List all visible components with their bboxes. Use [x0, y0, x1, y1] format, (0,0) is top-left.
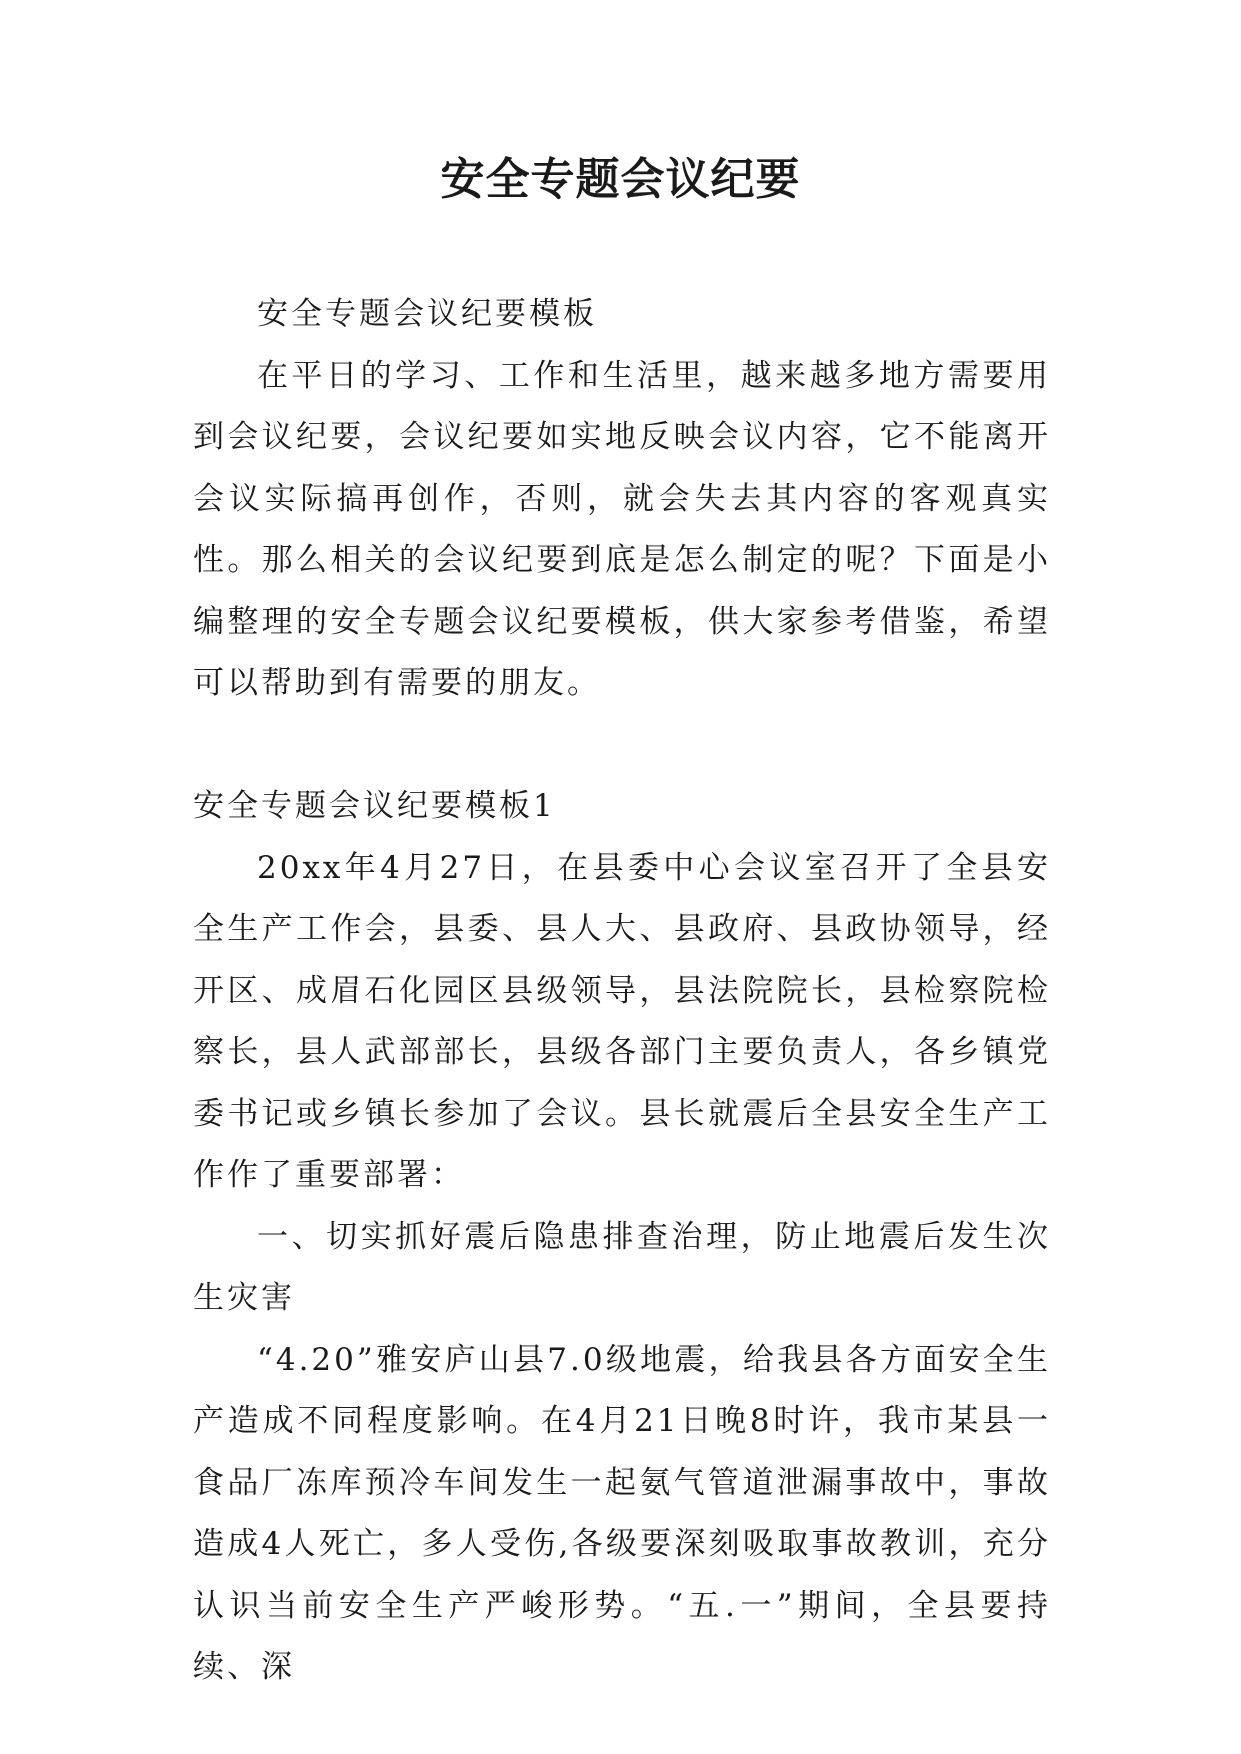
intro-paragraph: 在平日的学习、工作和生活里，越来越多地方需要用到会议纪要，会议纪要如实地反映会议内容，它不能离开会议实际搞再创作，否则，就会失去其内容的客观真实性。那么相关的会议纪要到底是怎么制定的呢？下面是小编整理的安全专题会议纪要模板，供大家参考借鉴，希望可以帮助到有需要的朋友。 — [193, 357, 1051, 701]
section-heading: 安全专题会议纪要模板1 — [193, 788, 556, 824]
meeting-paragraph: 20xx年4月27日，在县委中心会议室召开了全县安全生产工作会，县委、县人大、县政府、县政协领导，经开区、成眉石化园区县级领导，县法院院长，县检察院检察长，县人武部部长，县级各部门主要负责人，各乡镇党委书记或乡镇长参加了会议。县长就震后全县安全生产工作作了重要部署： — [193, 849, 1051, 1193]
item-heading: 一、切实抓好震后隐患排查治理，防止地震后发生次生灾害 — [193, 1218, 1051, 1316]
template-subtitle: 安全专题会议纪要模板 — [257, 296, 597, 332]
document-title: 安全专题会议纪要 — [440, 154, 801, 205]
detail-paragraph: “4.20”雅安庐山县7.0级地震，给我县各方面安全生产造成不同程度影响。在4月21日晚8时许，我市某县一食品厂冻库预冷车间发生一起氨气管道泄漏事故中，事故造成4人死亡，多人受伤,各级要深刻吸取事故教训，充分认识当前安全生产严峻形势。“五.一”期间，全县要持续、深 — [193, 1341, 1051, 1685]
paragraph-spacer — [193, 715, 1051, 777]
document-body — [193, 284, 1051, 1699]
